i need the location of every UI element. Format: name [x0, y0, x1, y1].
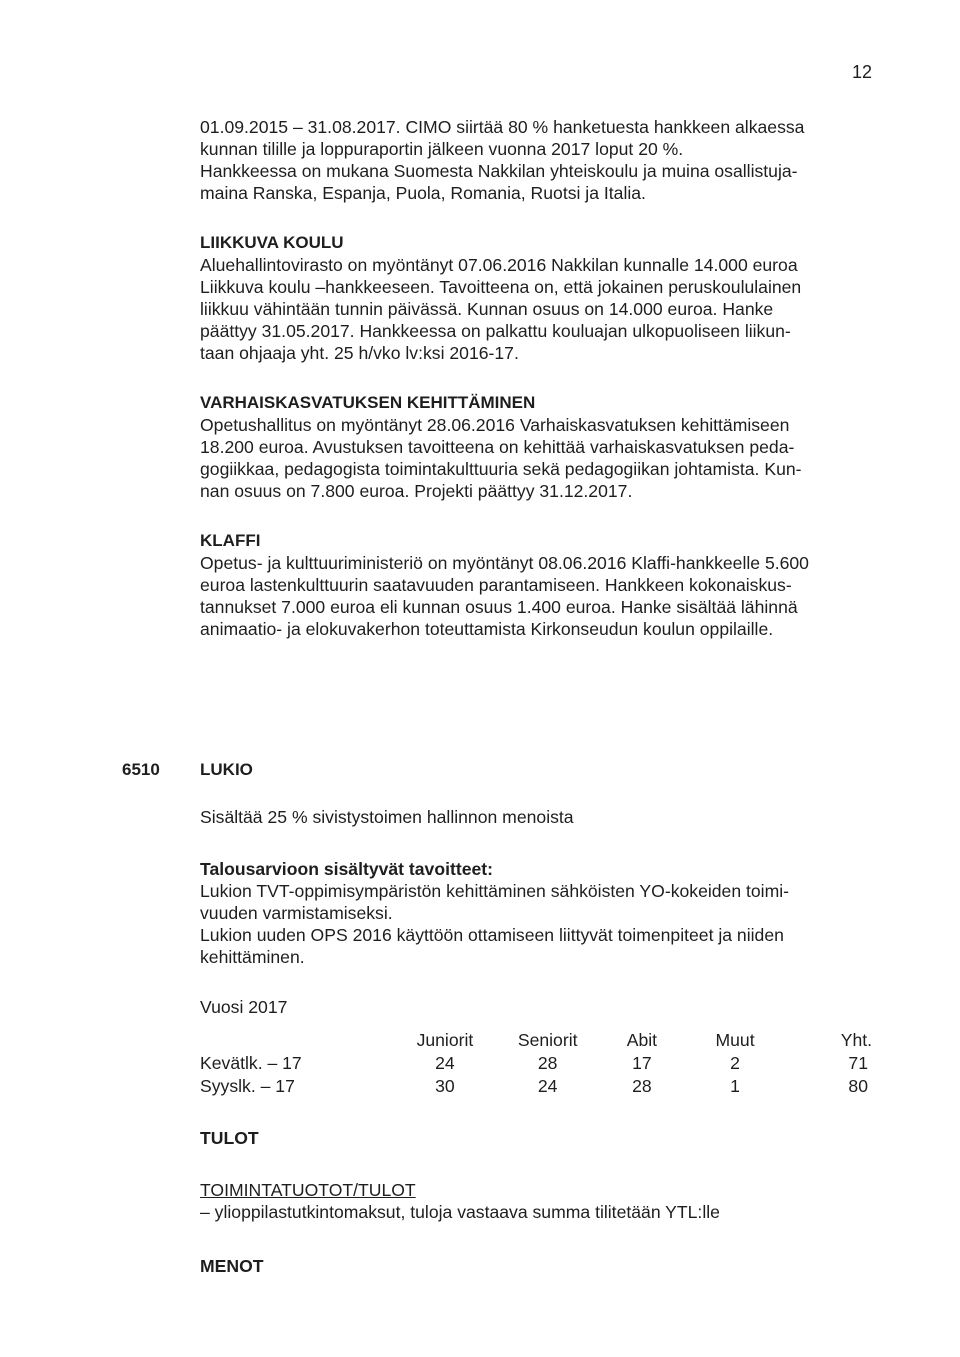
document-body — [200, 116, 872, 668]
table-cell: 24 — [537, 1075, 558, 1096]
year-label: Vuosi 2017 — [200, 997, 288, 1017]
klaffi-paragraph — [200, 552, 872, 640]
table-header-row — [200, 1028, 872, 1051]
table-cell: 80 — [848, 1075, 868, 1096]
table-header-cell: Seniorit — [517, 1029, 578, 1050]
klaffi-heading: KLAFFI — [200, 531, 261, 550]
liikkuva-paragraph — [200, 254, 872, 364]
table-header-cell: Juniorit — [416, 1029, 474, 1050]
intro-line: maina Ranska, Espanja, Puola, Romania, Ruotsi ja Italia. — [200, 183, 646, 203]
section-title: LUKIO — [200, 760, 253, 779]
goals-heading: Talousarvioon sisältyvät tavoitteet: — [200, 859, 493, 879]
intro-line: 01.09.2015 – 31.08.2017. CIMO siirtää 80 % hanketuesta hankkeen alkaessa — [200, 117, 805, 137]
intro-line: kunnan tilille ja loppuraportin jälkeen vuonna 2017 loput 20 %. — [200, 139, 684, 159]
klaffi-line: animaatio- ja elokuvakerhon toteuttamista Kirkonseudun koulun oppilaille. — [200, 619, 774, 639]
table-row — [200, 1074, 872, 1097]
lukio-intro: Sisältää 25 % sivistystoimen hallinnon menoista — [200, 807, 574, 827]
table-cell: 28 — [537, 1052, 558, 1073]
toimintatuotot-heading: TOIMINTATUOTOT/TULOT — [200, 1180, 416, 1200]
table-cell: 1 — [730, 1075, 740, 1096]
table-row — [200, 1051, 872, 1074]
intro-line: Hankkeessa on mukana Suomesta Nakkilan yhteiskoulu ja muina osallistuja- — [200, 161, 798, 181]
varhais-line: nan osuus on 7.800 euroa. Projekti päättyy 31.12.2017. — [200, 481, 633, 501]
table-header-cell: Yht. — [840, 1029, 872, 1050]
varhais-paragraph — [200, 414, 872, 502]
table-cell: 28 — [632, 1075, 652, 1096]
liikkuva-line: taan ohjaaja yht. 25 h/vko lv:ksi 2016-17. — [200, 343, 519, 363]
klaffi-line: Opetus- ja kulttuuriministeriö on myöntänyt 08.06.2016 Klaffi-hankkeelle 5.600 — [200, 553, 809, 573]
student-table — [200, 1028, 872, 1097]
toimintatuotot-line: – ylioppilastutkintomaksut, tuloja vastaava summa tilitetään YTL:lle — [200, 1202, 720, 1222]
varhais-heading: VARHAISKASVATUKSEN KEHITTÄMINEN — [200, 393, 536, 412]
klaffi-line: euroa lastenkulttuurin saatavuuden parantamiseen. Hankkeen kokonaiskus- — [200, 575, 792, 595]
section-code: 6510 — [122, 760, 160, 779]
intro-paragraph — [200, 116, 872, 204]
page-number: 12 — [851, 62, 872, 82]
table-header-cell: Muut — [715, 1029, 755, 1050]
liikkuva-line: päättyy 31.05.2017. Hankkeessa on palkattu kouluajan ulkopuoliseen liikun- — [200, 321, 791, 341]
table-cell: 2 — [730, 1052, 740, 1073]
klaffi-line: tannukset 7.000 euroa eli kunnan osuus 1.400 euroa. Hanke sisältää lähinnä — [200, 597, 798, 617]
table-cell: 17 — [632, 1052, 652, 1073]
liikkuva-line: liikkuu vähintään tunnin päivässä. Kunnan osuus on 14.000 euroa. Hanke — [200, 299, 774, 319]
liikkuva-line: Liikkuva koulu –hankkeeseen. Tavoitteena on, että jokainen peruskoululainen — [200, 277, 802, 297]
table-cell: 30 — [435, 1075, 455, 1096]
table-cell: 71 — [848, 1052, 868, 1073]
table-cell: Syyslk. – 17 — [200, 1075, 295, 1096]
goals-line: Lukion uuden OPS 2016 käyttöön ottamiseen liittyvät toimenpiteet ja niiden — [200, 925, 784, 945]
liikkuva-line: Aluehallintovirasto on myöntänyt 07.06.2016 Nakkilan kunnalle 14.000 euroa — [200, 255, 798, 275]
table-cell: Kevätlk. – 17 — [200, 1052, 302, 1073]
goals-line: Lukion TVT-oppimisympäristön kehittäminen sähköisten YO-kokeiden toimi- — [200, 881, 790, 901]
goals-line: vuuden varmistamiseksi. — [200, 903, 393, 923]
liikkuva-heading: LIIKKUVA KOULU — [200, 233, 344, 252]
tulot-heading: TULOT — [200, 1128, 259, 1148]
menot-heading: MENOT — [200, 1256, 264, 1276]
table-cell: 24 — [435, 1052, 455, 1073]
varhais-line: 18.200 euroa. Avustuksen tavoitteena on kehittää varhaiskasvatuksen peda- — [200, 437, 795, 457]
varhais-line: gogiikkaa, pedagogista toimintakulttuuria sekä pedagogiikan johtamista. Kun- — [200, 459, 802, 479]
varhais-line: Opetushallitus on myöntänyt 28.06.2016 Varhaiskasvatuksen kehittämiseen — [200, 415, 790, 435]
lukio-body — [200, 806, 872, 1277]
table-header-cell: Abit — [626, 1029, 658, 1050]
table-header-cell — [200, 1028, 395, 1051]
goals-line: kehittäminen. — [200, 947, 305, 967]
